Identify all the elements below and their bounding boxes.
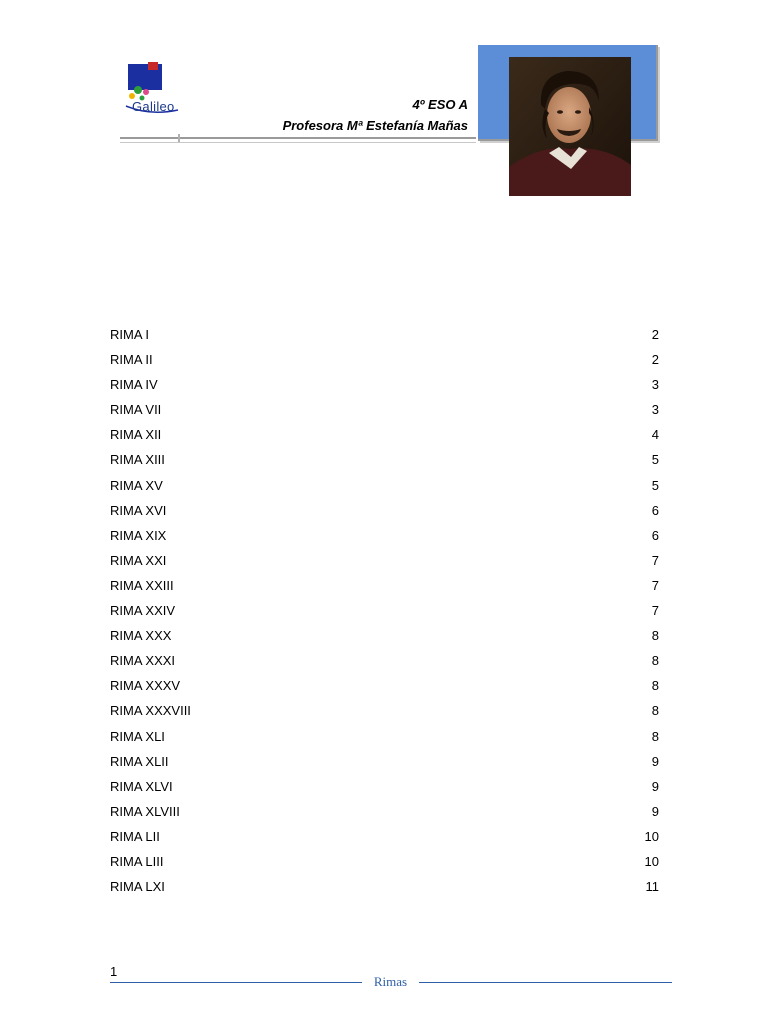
toc-entry[interactable] [110,498,659,523]
toc-entry[interactable] [110,573,659,598]
header-divider [120,137,476,143]
toc-entry-page: 2 [651,352,659,368]
poet-portrait-image [509,57,631,196]
course-label: 4º ESO A [412,97,468,112]
toc-entry-page: 8 [651,653,659,669]
toc-entry-title: RIMA XXXI [110,653,176,669]
toc-entry[interactable] [110,372,659,397]
toc-entry[interactable] [110,648,659,673]
toc-entry-title: RIMA XXX [110,628,172,644]
toc-entry-page: 9 [651,778,659,794]
table-of-contents [110,322,659,899]
toc-entry[interactable] [110,322,659,347]
toc-entry[interactable] [110,548,659,573]
toc-entry-title: RIMA XIX [110,527,167,543]
teacher-label: Profesora Mª Estefanía Mañas [282,118,468,133]
toc-entry-title: RIMA XXI [110,552,167,568]
toc-entry-title: RIMA LXI [110,879,165,895]
toc-entry-page: 3 [651,402,659,418]
toc-entry-title: RIMA XXXVIII [110,703,191,719]
toc-entry-page: 10 [644,853,659,869]
toc-entry-title: RIMA I [110,327,150,342]
toc-entry-page: 9 [651,753,659,769]
toc-entry-page: 10 [644,828,659,844]
toc-entry-title: RIMA VII [110,402,162,418]
logo-text: Galileo [132,99,175,114]
toc-entry-title: RIMA XLVI [110,778,173,794]
toc-entry-title: RIMA XLII [110,753,169,769]
toc-entry[interactable] [110,598,659,623]
toc-entry[interactable] [110,724,659,749]
toc-entry-page: 8 [651,628,659,644]
toc-entry[interactable] [110,799,659,824]
toc-entry-page: 11 [645,879,659,895]
toc-entry-page: 7 [651,577,659,593]
toc-entry-page: 4 [651,427,659,443]
toc-entry[interactable] [110,623,659,648]
toc-entry[interactable] [110,698,659,723]
toc-entry-title: RIMA XII [110,427,162,443]
toc-entry-page: 5 [651,477,659,493]
toc-entry[interactable] [110,422,659,447]
toc-entry-page: 3 [651,377,659,393]
toc-entry-title: RIMA XXIV [110,603,176,619]
toc-entry-page: 6 [651,502,659,518]
toc-entry[interactable] [110,473,659,498]
page-header [0,0,768,200]
toc-entry-page: 8 [651,703,659,719]
page-number: 1 [110,964,118,979]
toc-entry-title: RIMA XXIII [110,577,174,593]
toc-entry-page: 8 [651,678,659,694]
toc-entry-title: RIMA XXXV [110,678,181,694]
toc-entry-title: RIMA XLI [110,728,165,744]
toc-entry[interactable] [110,824,659,849]
header-divider-tick [178,134,180,142]
toc-entry[interactable] [110,673,659,698]
toc-entry-title: RIMA LIII [110,853,164,869]
toc-entry[interactable] [110,749,659,774]
toc-entry-title: RIMA IV [110,377,158,393]
toc-entry[interactable] [110,397,659,422]
toc-entry-title: RIMA II [110,352,153,368]
footer-title: Rimas [373,974,408,989]
toc-entry-page: 8 [651,728,659,744]
toc-entry-page: 6 [651,527,659,543]
toc-entry[interactable] [110,523,659,548]
toc-entry-page: 9 [651,803,659,819]
toc-entry[interactable] [110,347,659,372]
toc-entry-title: RIMA XV [110,477,163,493]
toc-entry-title: RIMA XVI [110,502,167,518]
footer-rule-right [419,982,672,983]
toc-entry[interactable] [110,874,659,899]
toc-entry-title: RIMA XLVIII [110,803,180,819]
toc-entry-page: 2 [651,327,659,342]
toc-entry-page: 7 [651,603,659,619]
toc-entry-page: 5 [651,452,659,468]
toc-entry-page: 7 [651,552,659,568]
toc-entry[interactable] [110,447,659,472]
footer-rule-left [110,982,362,983]
toc-entry-title: RIMA LII [110,828,160,844]
toc-entry-title: RIMA XIII [110,452,165,468]
toc-entry[interactable] [110,849,659,874]
toc-entry[interactable] [110,774,659,799]
